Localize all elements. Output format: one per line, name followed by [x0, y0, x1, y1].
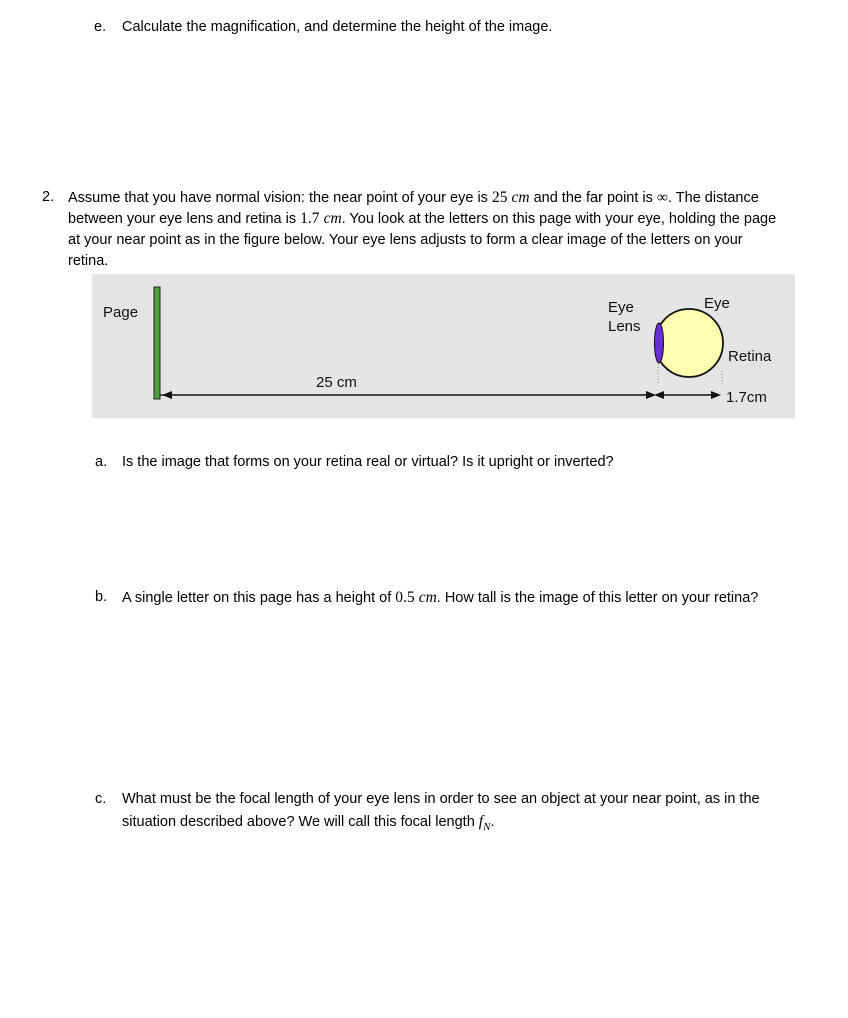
- question-c-line-2: [122, 813, 494, 833]
- question-2-line-4: retina.: [68, 253, 109, 269]
- question-c-line-1: What must be the focal length of your eye lens in order to see an object at your near point, as in the: [122, 791, 760, 807]
- focal-length-subscript: N: [483, 820, 491, 833]
- distance-label: 25 cm: [316, 374, 357, 391]
- letter-height-unit: cm: [418, 589, 437, 606]
- focal-length-symbol: f: [478, 813, 484, 830]
- q2-text: Assume that you have normal vision: the near point of your eye is: [68, 190, 492, 206]
- qb-text: . How tall is the image of this letter on your retina?: [436, 590, 759, 606]
- q2-text: . You look at the letters on this page with your eye, holding the page: [341, 211, 777, 227]
- page-bar: [154, 287, 160, 399]
- eye-lens-label-2: Lens: [608, 318, 641, 335]
- letter-height-value: 0.5: [395, 589, 415, 606]
- question-a-text: Is the image that forms on your retina real or virtual? Is it upright or inverted?: [122, 454, 614, 470]
- lens-retina-unit: cm: [323, 210, 342, 227]
- qc-text: .: [490, 814, 495, 830]
- question-e-text: Calculate the magnification, and determine the height of the image.: [122, 19, 553, 35]
- question-b-text: [122, 589, 758, 607]
- lens-retina-value: 1.7: [300, 210, 320, 227]
- q2-text: and the far point is: [529, 190, 657, 206]
- near-point-unit: cm: [511, 189, 530, 206]
- question-2-number: 2.: [42, 189, 55, 205]
- qc-text: situation described above? We will call this focal length: [122, 814, 479, 830]
- question-a-label: a.: [95, 454, 108, 470]
- question-b-label: b.: [95, 589, 108, 605]
- retina-label: Retina: [728, 348, 772, 365]
- retina-distance-label: 1.7cm: [726, 389, 767, 406]
- question-2-line-2: [68, 210, 776, 228]
- eye-diagram-figure: [92, 274, 795, 418]
- q2-text: . The distance: [667, 190, 759, 206]
- eye-label: Eye: [704, 295, 730, 312]
- question-e-label: e.: [94, 19, 107, 35]
- question-c-label: c.: [95, 791, 107, 807]
- near-point-value: 25: [491, 189, 508, 206]
- page-label: Page: [103, 304, 139, 321]
- qb-text: A single letter on this page has a height of: [122, 590, 396, 606]
- q2-text: between your eye lens and retina is: [68, 211, 301, 227]
- question-2-line-3: at your near point as in the figure below. Your eye lens adjusts to form a clear image of the letters on your: [68, 232, 743, 248]
- eye-lens-label-1: Eye: [608, 299, 634, 316]
- far-point-value: ∞: [656, 189, 668, 206]
- eyeball: [655, 309, 723, 377]
- question-2-line-1: [68, 189, 759, 207]
- eye-lens: [655, 323, 664, 363]
